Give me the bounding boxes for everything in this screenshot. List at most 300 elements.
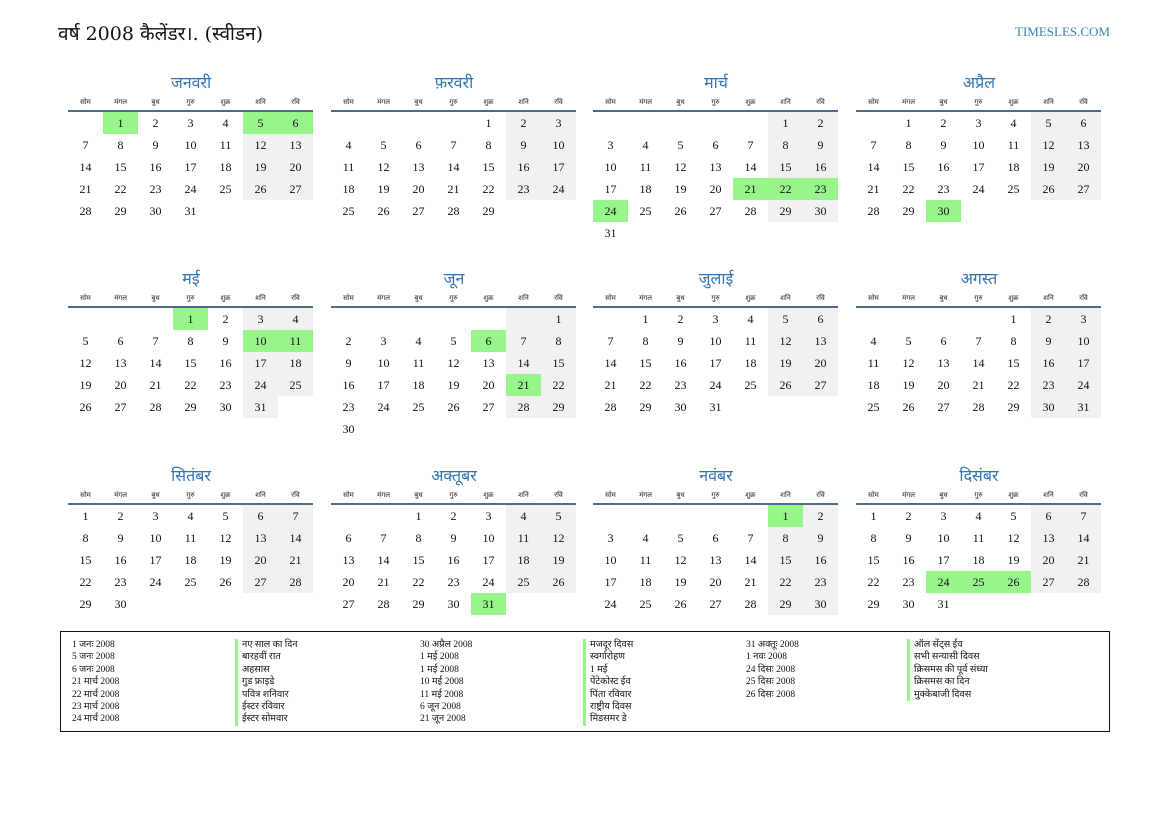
day-cell: 1 xyxy=(82,509,89,523)
day-cell: 3 xyxy=(1066,308,1101,330)
day-cell: 27 xyxy=(482,400,495,414)
day-cell: 3 xyxy=(607,138,614,152)
day-cell: 7 xyxy=(380,531,387,545)
holiday-list-entry: ऑल सेंट्स ईव xyxy=(907,639,988,651)
weekday-header: बुध xyxy=(663,489,698,505)
month-title: अक्तूबर xyxy=(431,466,477,485)
day-cell: 2 xyxy=(677,312,684,326)
day-cell: 2 xyxy=(905,509,912,523)
weekday-header: बुध xyxy=(926,96,961,112)
day-cell: 25 xyxy=(506,571,541,593)
day-cell: 12 xyxy=(447,356,460,370)
day-cell: 20 xyxy=(1031,549,1066,571)
month-title: मार्च xyxy=(704,73,728,92)
day-cell: 19 xyxy=(1007,553,1020,567)
day-cell: 16 xyxy=(114,553,127,567)
day-cell: 27 xyxy=(412,204,425,218)
day-cell: 6 xyxy=(712,138,719,152)
day-cell: 30 xyxy=(149,204,162,218)
day-cell: 10 xyxy=(604,160,617,174)
empty-cell xyxy=(733,505,768,527)
day-cell: 15 xyxy=(1007,356,1020,370)
holiday-day-cell: 26 xyxy=(996,571,1031,593)
day-cell: 4 xyxy=(975,509,982,523)
day-cell: 2 xyxy=(450,509,457,523)
holiday-names-col-1 xyxy=(235,639,298,726)
empty-cell xyxy=(331,308,366,330)
day-cell: 16 xyxy=(447,553,460,567)
weekday-header: गुरु xyxy=(436,489,471,505)
weekday-header: गुरु xyxy=(173,96,208,112)
month-days xyxy=(593,489,838,615)
day-cell: 9 xyxy=(803,134,838,156)
day-cell: 12 xyxy=(1031,134,1066,156)
day-cell: 16 xyxy=(506,156,541,178)
weekday-header: सोम xyxy=(68,292,103,308)
day-cell: 30 xyxy=(674,400,687,414)
weekday-header: मंगल xyxy=(103,96,138,112)
day-cell: 15 xyxy=(114,160,127,174)
day-cell: 18 xyxy=(639,182,652,196)
day-cell: 9 xyxy=(506,134,541,156)
month-4 xyxy=(856,72,1102,222)
day-cell: 14 xyxy=(867,160,880,174)
month-days xyxy=(331,292,576,440)
day-cell: 9 xyxy=(152,138,159,152)
day-cell: 6 xyxy=(243,505,278,527)
holiday-dates-col-2 xyxy=(420,639,472,726)
weekday-header: सोम xyxy=(331,292,366,308)
day-cell: 18 xyxy=(506,549,541,571)
day-cell: 11 xyxy=(184,531,197,545)
day-cell: 5 xyxy=(1010,509,1017,523)
holiday-list-entry: 23 मार्च 2008 xyxy=(72,702,120,713)
day-cell: 2 xyxy=(1031,308,1066,330)
day-cell: 17 xyxy=(937,553,950,567)
weekday-header: रवि xyxy=(1066,292,1101,308)
empty-cell xyxy=(698,505,733,527)
day-cell: 28 xyxy=(1066,571,1101,593)
empty-cell xyxy=(961,308,996,330)
holiday-day-cell: 10 xyxy=(243,330,278,352)
day-cell: 29 xyxy=(768,593,803,615)
day-cell: 19 xyxy=(902,378,915,392)
day-cell: 8 xyxy=(768,134,803,156)
day-cell: 7 xyxy=(975,334,982,348)
day-cell: 20 xyxy=(482,378,495,392)
day-cell: 5 xyxy=(82,334,89,348)
day-cell: 7 xyxy=(152,334,159,348)
day-cell: 6 xyxy=(1066,112,1101,134)
day-cell: 12 xyxy=(674,160,687,174)
weekday-header: मंगल xyxy=(366,292,401,308)
day-cell: 5 xyxy=(768,308,803,330)
day-cell: 10 xyxy=(541,134,576,156)
weekday-header: गुरु xyxy=(698,292,733,308)
month-days xyxy=(331,96,576,222)
day-cell: 27 xyxy=(937,400,950,414)
day-cell: 13 xyxy=(803,330,838,352)
day-cell: 14 xyxy=(744,553,757,567)
month-3 xyxy=(593,72,839,244)
holiday-list-entry: 1 मई 2008 xyxy=(420,664,459,675)
day-cell: 10 xyxy=(709,334,722,348)
holiday-day-cell: 25 xyxy=(961,571,996,593)
day-cell: 12 xyxy=(243,134,278,156)
holiday-list-entry: सभी सन्यासी दिवस xyxy=(907,651,988,663)
day-cell: 28 xyxy=(972,400,985,414)
weekday-header: मंगल xyxy=(628,96,663,112)
day-cell: 29 xyxy=(639,400,652,414)
day-cell: 3 xyxy=(380,334,387,348)
day-cell: 13 xyxy=(482,356,495,370)
day-cell: 5 xyxy=(222,509,229,523)
day-cell: 31 xyxy=(184,204,197,218)
weekday-header: सोम xyxy=(856,96,891,112)
day-cell: 12 xyxy=(902,356,915,370)
weekday-header: मंगल xyxy=(366,96,401,112)
day-cell: 20 xyxy=(114,378,127,392)
month-days xyxy=(593,96,838,244)
empty-cell xyxy=(401,112,436,134)
day-cell: 24 xyxy=(709,378,722,392)
day-cell: 25 xyxy=(342,204,355,218)
day-cell: 25 xyxy=(639,204,652,218)
day-cell: 19 xyxy=(674,575,687,589)
holiday-list-entry: बारहवीं रात xyxy=(235,651,298,663)
empty-cell xyxy=(68,112,103,134)
day-cell: 28 xyxy=(79,204,92,218)
holiday-list-entry: ईस्टर रविवार xyxy=(235,701,298,713)
holiday-day-cell: 21 xyxy=(506,374,541,396)
day-cell: 10 xyxy=(377,356,390,370)
day-cell: 24 xyxy=(1066,374,1101,396)
day-cell: 16 xyxy=(674,356,687,370)
day-cell: 27 xyxy=(1066,178,1101,200)
empty-cell xyxy=(698,112,733,134)
day-cell: 22 xyxy=(541,374,576,396)
month-2 xyxy=(331,72,577,222)
day-cell: 20 xyxy=(709,182,722,196)
day-cell: 18 xyxy=(867,378,880,392)
holiday-list-entry: 1 मई xyxy=(583,664,633,676)
holiday-list-entry: मिडसमर डे xyxy=(583,713,633,725)
day-cell: 26 xyxy=(674,204,687,218)
month-title: फ़रवरी xyxy=(434,73,474,92)
day-cell: 23 xyxy=(342,400,355,414)
day-cell: 7 xyxy=(506,330,541,352)
weekday-header: शुक्र xyxy=(471,489,506,505)
empty-cell xyxy=(593,112,628,134)
day-cell: 7 xyxy=(1066,505,1101,527)
month-5 xyxy=(68,268,314,418)
holiday-list-entry: 24 मार्च 2008 xyxy=(72,714,120,725)
day-cell: 26 xyxy=(79,400,92,414)
weekday-header: रवि xyxy=(1066,489,1101,505)
day-cell: 10 xyxy=(604,553,617,567)
holiday-list-entry: राष्ट्रीय दिवस xyxy=(583,701,633,713)
day-cell: 8 xyxy=(117,138,124,152)
day-cell: 5 xyxy=(380,138,387,152)
holiday-day-cell: 22 xyxy=(768,178,803,200)
day-cell: 31 xyxy=(604,226,617,240)
holiday-list-entry: मजदूर दिवस xyxy=(583,639,633,651)
day-cell: 15 xyxy=(482,160,495,174)
empty-cell xyxy=(68,308,103,330)
day-cell: 12 xyxy=(79,356,92,370)
day-cell: 12 xyxy=(377,160,390,174)
empty-cell xyxy=(366,505,401,527)
month-10 xyxy=(331,465,577,615)
day-cell: 9 xyxy=(345,356,352,370)
weekday-header: शुक्र xyxy=(208,96,243,112)
day-cell: 8 xyxy=(541,330,576,352)
empty-cell xyxy=(856,112,891,134)
weekday-header: शुक्र xyxy=(996,292,1031,308)
holiday-list-entry: 1 जनः 2008 xyxy=(72,640,115,650)
holiday-list-entry: 1 नवः 2008 xyxy=(746,652,787,663)
day-cell: 5 xyxy=(677,138,684,152)
holiday-list-entry: 22 मार्च 2008 xyxy=(72,689,120,700)
day-cell: 10 xyxy=(149,531,162,545)
day-cell: 19 xyxy=(219,553,232,567)
holiday-list-entry: 6 जून 2008 xyxy=(420,702,461,713)
day-cell: 3 xyxy=(940,509,947,523)
month-title: जनवरी xyxy=(170,73,212,92)
holiday-day-cell: 1 xyxy=(103,112,138,134)
day-cell: 23 xyxy=(937,182,950,196)
day-cell: 17 xyxy=(1066,352,1101,374)
day-cell: 18 xyxy=(342,182,355,196)
day-cell: 10 xyxy=(972,138,985,152)
day-cell: 1 xyxy=(485,116,492,130)
weekday-header: रवि xyxy=(278,96,313,112)
day-cell: 9 xyxy=(677,334,684,348)
day-cell: 14 xyxy=(1066,527,1101,549)
weekday-header: शुक्र xyxy=(996,96,1031,112)
day-cell: 23 xyxy=(114,575,127,589)
day-cell: 29 xyxy=(79,597,92,611)
day-cell: 13 xyxy=(114,356,127,370)
day-cell: 25 xyxy=(639,597,652,611)
day-cell: 13 xyxy=(1066,134,1101,156)
day-cell: 25 xyxy=(1007,182,1020,196)
day-cell: 23 xyxy=(219,378,232,392)
holiday-list-entry: 30 अप्रैल 2008 xyxy=(420,640,473,650)
day-cell: 19 xyxy=(1031,156,1066,178)
day-cell: 17 xyxy=(243,352,278,374)
weekday-header: गुरु xyxy=(436,292,471,308)
day-cell: 20 xyxy=(803,352,838,374)
day-cell: 5 xyxy=(541,505,576,527)
day-cell: 2 xyxy=(117,509,124,523)
weekday-header: रवि xyxy=(1066,96,1101,112)
weekday-header: सोम xyxy=(68,489,103,505)
day-cell: 17 xyxy=(972,160,985,174)
day-cell: 21 xyxy=(149,378,162,392)
day-cell: 29 xyxy=(1007,400,1020,414)
weekday-header: मंगल xyxy=(366,489,401,505)
weekday-header: सोम xyxy=(593,292,628,308)
day-cell: 13 xyxy=(342,553,355,567)
day-cell: 3 xyxy=(187,116,194,130)
day-cell: 18 xyxy=(278,352,313,374)
day-cell: 5 xyxy=(450,334,457,348)
day-cell: 13 xyxy=(709,553,722,567)
day-cell: 4 xyxy=(345,138,352,152)
day-cell: 22 xyxy=(79,575,92,589)
month-title: जून xyxy=(443,269,465,288)
day-cell: 27 xyxy=(709,204,722,218)
weekday-header: सोम xyxy=(331,96,366,112)
day-cell: 21 xyxy=(278,549,313,571)
empty-cell xyxy=(891,308,926,330)
day-cell: 4 xyxy=(747,312,754,326)
weekday-header: रवि xyxy=(803,96,838,112)
month-days xyxy=(856,489,1101,615)
day-cell: 30 xyxy=(342,422,355,436)
holiday-list-entry: स्वर्गारोहण xyxy=(583,651,633,663)
day-cell: 31 xyxy=(1066,396,1101,418)
day-cell: 5 xyxy=(677,531,684,545)
empty-cell xyxy=(663,505,698,527)
day-cell: 18 xyxy=(744,356,757,370)
holiday-list xyxy=(60,631,1110,732)
holiday-list-entry: 1 मई 2008 xyxy=(420,652,459,663)
weekday-header: गुरु xyxy=(961,96,996,112)
day-cell: 29 xyxy=(412,597,425,611)
day-cell: 26 xyxy=(541,571,576,593)
site-link[interactable]: TIMESLES.COM xyxy=(1015,24,1110,39)
day-cell: 30 xyxy=(902,597,915,611)
day-cell: 11 xyxy=(506,527,541,549)
empty-cell xyxy=(471,308,506,330)
day-cell: 21 xyxy=(377,575,390,589)
empty-cell xyxy=(436,112,471,134)
day-cell: 12 xyxy=(219,531,232,545)
day-cell: 27 xyxy=(278,178,313,200)
holiday-list-entry: पिंता रविवार xyxy=(583,689,633,701)
holiday-day-cell: 23 xyxy=(803,178,838,200)
weekday-header: शुक्र xyxy=(733,96,768,112)
empty-cell xyxy=(331,112,366,134)
month-title: नवंबर xyxy=(699,466,733,485)
weekday-header: शुक्र xyxy=(733,292,768,308)
month-days xyxy=(856,96,1101,222)
weekday-header: सोम xyxy=(593,96,628,112)
day-cell: 3 xyxy=(975,116,982,130)
day-cell: 13 xyxy=(1031,527,1066,549)
day-cell: 4 xyxy=(415,334,422,348)
day-cell: 7 xyxy=(82,138,89,152)
holiday-list-entry: 10 मई 2008 xyxy=(420,677,464,688)
day-cell: 7 xyxy=(278,505,313,527)
weekday-header: गुरु xyxy=(961,489,996,505)
day-cell: 30 xyxy=(447,597,460,611)
day-cell: 25 xyxy=(412,400,425,414)
day-cell: 16 xyxy=(803,156,838,178)
day-cell: 20 xyxy=(937,378,950,392)
day-cell: 20 xyxy=(278,156,313,178)
month-days xyxy=(68,489,313,615)
day-cell: 26 xyxy=(674,597,687,611)
day-cell: 7 xyxy=(747,138,754,152)
day-cell: 2 xyxy=(152,116,159,130)
day-cell: 17 xyxy=(377,378,390,392)
month-11 xyxy=(593,465,839,615)
day-cell: 14 xyxy=(377,553,390,567)
weekday-header: मंगल xyxy=(628,292,663,308)
day-cell: 15 xyxy=(639,356,652,370)
weekday-header: शनि xyxy=(506,489,541,505)
day-cell: 24 xyxy=(243,374,278,396)
day-cell: 27 xyxy=(803,374,838,396)
day-cell: 12 xyxy=(1007,531,1020,545)
day-cell: 21 xyxy=(604,378,617,392)
weekday-header: सोम xyxy=(856,489,891,505)
weekday-header: शनि xyxy=(1031,96,1066,112)
day-cell: 19 xyxy=(447,378,460,392)
weekday-header: गुरु xyxy=(173,489,208,505)
holiday-list-entry: पेंटेकोस्ट ईव xyxy=(583,676,633,688)
weekday-header: मंगल xyxy=(891,489,926,505)
day-cell: 2 xyxy=(940,116,947,130)
day-cell: 9 xyxy=(803,527,838,549)
day-cell: 19 xyxy=(768,352,803,374)
weekday-header: बुध xyxy=(138,292,173,308)
day-cell: 2 xyxy=(803,505,838,527)
holiday-list-entry: मुक्केबाजी दिवस xyxy=(907,689,988,701)
day-cell: 29 xyxy=(184,400,197,414)
holiday-day-cell: 6 xyxy=(278,112,313,134)
day-cell: 23 xyxy=(902,575,915,589)
holiday-list-entry: अहसास xyxy=(235,664,298,676)
day-cell: 8 xyxy=(870,531,877,545)
holiday-list-entry: 26 दिसः 2008 xyxy=(746,689,796,700)
day-cell: 27 xyxy=(243,571,278,593)
holiday-day-cell: 24 xyxy=(926,571,961,593)
day-cell: 10 xyxy=(937,531,950,545)
day-cell: 1 xyxy=(905,116,912,130)
weekday-header: मंगल xyxy=(103,489,138,505)
empty-cell xyxy=(103,308,138,330)
day-cell: 9 xyxy=(450,531,457,545)
holiday-list-entry: 21 मार्च 2008 xyxy=(72,677,120,688)
day-cell: 14 xyxy=(149,356,162,370)
day-cell: 23 xyxy=(447,575,460,589)
day-cell: 28 xyxy=(744,204,757,218)
holiday-names-col-3 xyxy=(907,639,988,701)
month-days xyxy=(593,292,838,418)
day-cell: 28 xyxy=(447,204,460,218)
day-cell: 16 xyxy=(149,160,162,174)
day-cell: 8 xyxy=(905,138,912,152)
weekday-header: गुरु xyxy=(961,292,996,308)
day-cell: 14 xyxy=(278,527,313,549)
holiday-list-entry: ईस्टर सोमवार xyxy=(235,713,298,725)
day-cell: 29 xyxy=(768,200,803,222)
day-cell: 17 xyxy=(604,182,617,196)
day-cell: 8 xyxy=(485,138,492,152)
month-title: जुलाई xyxy=(698,269,734,288)
month-title: सितंबर xyxy=(171,466,211,485)
day-cell: 1 xyxy=(1010,312,1017,326)
weekday-header: बुध xyxy=(926,489,961,505)
day-cell: 4 xyxy=(870,334,877,348)
day-cell: 25 xyxy=(744,378,757,392)
holiday-day-cell: 1 xyxy=(768,505,803,527)
holiday-day-cell: 24 xyxy=(593,200,628,222)
